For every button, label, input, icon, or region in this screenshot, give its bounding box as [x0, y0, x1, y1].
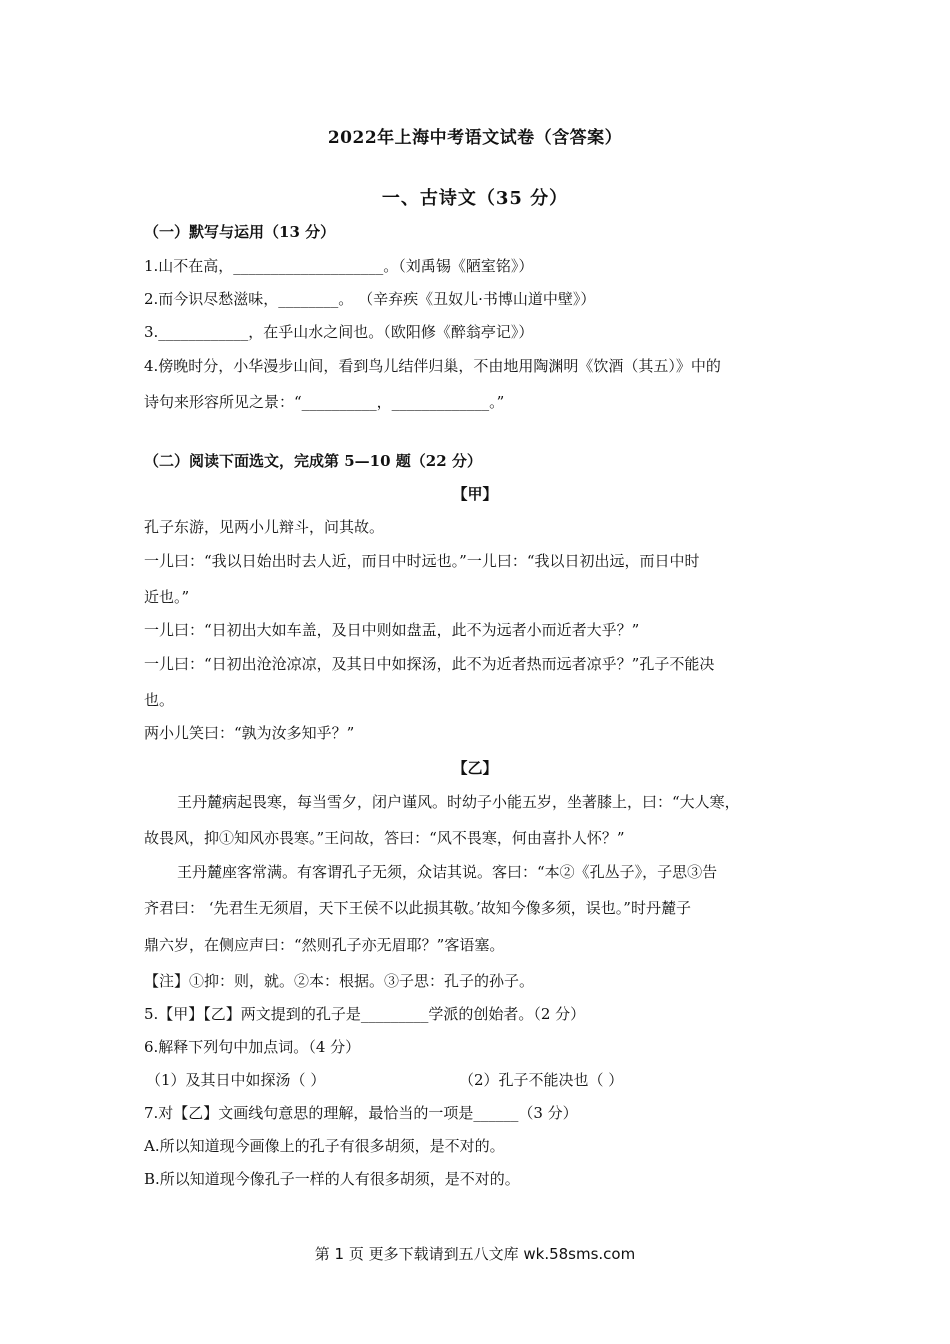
passage-jia-line: 两小儿笑曰：“孰为汝多知乎？”: [144, 724, 355, 742]
q5-line: 5.【甲】【乙】两文提到的孔子是_________学派的创始者。（2 分）: [144, 1005, 586, 1023]
passage-jia-line: 近也。”: [144, 588, 190, 606]
passage-yi-line: 鼎六岁，在侧应声曰：“然则孔子亦无眉耶？”客语塞。: [144, 936, 505, 954]
section-heading: 一、古诗文（35 分）: [381, 188, 569, 209]
page-footer: 第 1 页 更多下载请到五八文库 wk.58sms.com: [314, 1245, 636, 1263]
q7-option-a: A.所以知道现今画像上的孔子有很多胡须，是不对的。: [144, 1137, 505, 1155]
q6-line: 6.解释下列句中加点词。（4 分）: [144, 1038, 361, 1056]
q4-line: 4.傍晚时分，小华漫步山间，看到鸟儿结伴归巢，不由地用陶渊明《饮酒（其五）》中的: [144, 357, 721, 375]
passage-yi-line: 王丹麓病起畏寒，每当雪夕，闭户谨风。时幼子小能五岁，坐著膝上，曰：“大人寒，: [177, 793, 740, 811]
part1-heading: （一）默写与运用（13 分）: [144, 223, 336, 241]
annotation-note: 【注】①抑：则，就。②本：根据。③子思：孔子的孙子。: [144, 972, 535, 990]
q6-item-1: （1）及其日中如探汤（ ）: [146, 1071, 326, 1089]
q6-item-2: （2）孔子不能决也（ ）: [459, 1071, 624, 1089]
q7-option-b: B.所以知道现今像孔子一样的人有很多胡须，是不对的。: [144, 1170, 520, 1188]
q2-line: 2.而今识尽愁滋味，________。 （辛弃疾《丑奴儿·书博山道中壁》）: [144, 290, 596, 308]
q4-line-cont: 诗句来形容所见之景：“__________，_____________。”: [144, 393, 505, 411]
passage-jia-label: 【甲】: [452, 485, 498, 503]
passage-jia-line: 一儿曰：“日初出大如车盖，及日中则如盘盂，此不为远者小而近者大乎？”: [144, 621, 640, 639]
q7-line: 7.对【乙】文画线句意思的理解，最恰当的一项是______（3 分）: [144, 1104, 578, 1122]
part2-heading: （二）阅读下面选文，完成第 5—10 题（22 分）: [144, 452, 482, 470]
passage-jia-line: 一儿曰：“日初出沧沧凉凉，及其日中如探汤，此不为近者热而远者凉乎？”孔子不能决: [144, 655, 715, 673]
passage-yi-label: 【乙】: [452, 759, 498, 777]
passage-jia-line: 孔子东游，见两小儿辩斗，问其故。: [144, 518, 385, 536]
q3-line: 3.____________，在乎山水之间也。（欧阳修《醉翁亭记》）: [144, 323, 534, 341]
passage-yi-line: 齐君曰： ‘先君生无须眉，天下王侯不以此损其敬。’故知今像多须，误也。”时丹麓子: [144, 899, 691, 917]
passage-yi-line: 故畏风，抑①知风亦畏寒。”王问故，答曰：“风不畏寒，何由喜扑人怀？”: [144, 829, 625, 847]
passage-jia-line: 一儿曰：“我以日始出时去人近，而日中时远也。”一儿曰：“我以日初出远，而日中时: [144, 552, 700, 570]
passage-yi-line: 王丹麓座客常满。有客谓孔子无须，众诘其说。客曰：“本②《孔丛子》，子思③告: [177, 863, 718, 881]
page-title: 2022年上海中考语文试卷（含答案）: [327, 128, 623, 148]
q1-line: 1.山不在高，____________________。（刘禹锡《陋室铭》）: [144, 257, 534, 275]
passage-jia-line: 也。: [144, 691, 175, 709]
